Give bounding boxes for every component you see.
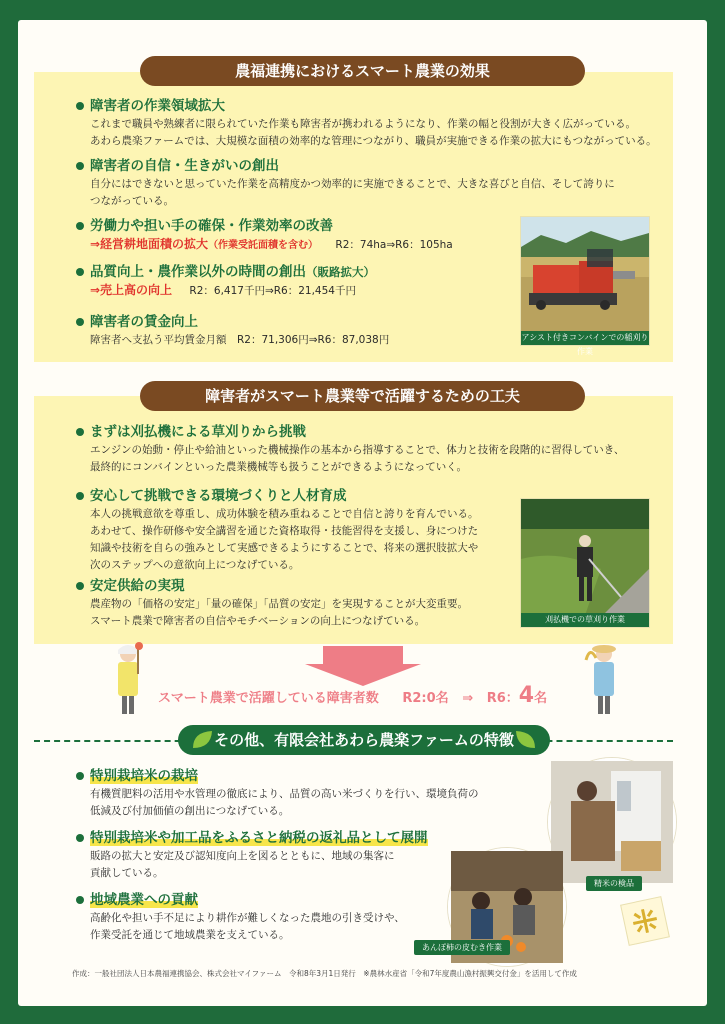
s3-item-3-heading <box>76 890 405 910</box>
s2-item-3-line1: 農産物の「価格の安定」「量の確保」「品質の安定」を実現することが大変重要。 <box>90 598 468 610</box>
s3-item-2-heading-text: 特別栽培米や加工品をふるさと納税の返礼品として展開 <box>90 830 428 846</box>
s1-item-3-result-value: R2：74ha⇒R6：105ha <box>335 239 453 251</box>
s2-item-2-line3: 知識や技術を自らの強みとして実感できるようにすることで、将来の選択肢拡大や <box>90 542 479 554</box>
s3-item-1-heading <box>76 766 479 786</box>
s2-item-2-line1: 本人の挑戦意欲を尊重し、成功体験を積み重ねることで自信と誇りを育んでいる。 <box>90 508 479 520</box>
s3-item-3-heading-text: 地域農業への貢献 <box>90 892 198 908</box>
s1-item-2-line1: 自分にはできないと思っていた作業を高精度かつ効率的に実施できることで、大きな喜びと自信、そして誇りに <box>90 178 615 190</box>
s1-item-2 <box>76 156 615 210</box>
s3-item-3-line1: 高齢化や担い手不足により耕作が難しくなった農地の引き受けや、 <box>90 912 405 924</box>
leaf-icon <box>512 728 538 752</box>
s1-item-4-heading <box>76 262 375 282</box>
grass-cutting-image <box>521 499 649 627</box>
rice-inspection-photo <box>548 758 676 886</box>
s2-item-3 <box>76 576 468 630</box>
s1-item-3 <box>76 216 453 254</box>
s1-item-1 <box>76 96 657 150</box>
footer-credit: 作成：一般社団法人日本農福連携協会、株式会社マイファーム 令和8年3月1日発行 ※農林水産省「令和7年度農山漁村振興交付金」を活用して作成 <box>72 969 577 978</box>
result-bar <box>158 683 547 708</box>
s1-item-2-line2: つながっている。 <box>90 195 174 207</box>
s2-item-1-heading: まずは刈払機による草刈りから挑戦 <box>76 422 624 442</box>
s3-item-1 <box>76 766 479 820</box>
section2-title: 障害者がスマート農業等で活躍するための工夫 <box>140 381 585 411</box>
result-r2: R2:0名 <box>402 691 449 706</box>
result-r6-value: 4 <box>518 683 535 708</box>
section1-title: 農福連携におけるスマート農業の効果 <box>140 56 585 86</box>
combine-harvester-photo <box>520 216 650 356</box>
grass-photo-caption: 刈払機での草刈り作業 <box>521 613 649 627</box>
result-r6-unit: 名 <box>534 691 548 706</box>
s1-item-4-heading-sub: （販路拡大） <box>306 265 375 279</box>
s1-item-3-result <box>76 236 453 254</box>
down-arrow-icon <box>305 646 421 686</box>
s3-item-1-line2: 低減及び付加価値の創出につなげている。 <box>90 805 290 817</box>
s3-item-2-heading <box>76 828 428 848</box>
s2-item-2-heading: 安心して挑戦できる環境づくりと人材育成 <box>76 486 479 506</box>
result-r6-prefix: R6： <box>486 691 519 706</box>
combine-harvester-image <box>521 217 649 356</box>
s1-item-4-heading-text: 品質向上・農作業以外の時間の創出 <box>90 264 306 280</box>
s1-item-5-line: 障害者へ支払う平均賃金月額 R2：71,306円⇒R6：87,038円 <box>90 334 390 346</box>
s2-item-1-line2: 最終的にコンバインといった農業機械等も扱うことができるようになっていく。 <box>90 461 468 473</box>
rice-sticker <box>620 896 670 946</box>
rice-inspection-caption: 精米の検品 <box>586 876 642 891</box>
s1-item-1-heading: 障害者の作業領域拡大 <box>76 96 657 116</box>
s3-item-2 <box>76 828 428 882</box>
s3-item-2-line1: 販路の拡大と安定及び認知度向上を図るとともに、地域の集客に <box>90 850 395 862</box>
s1-item-2-heading: 障害者の自信・生きがいの創出 <box>76 156 615 176</box>
result-arrow: ⇒ <box>462 691 474 706</box>
s3-item-2-line2: 貢献している。 <box>90 867 164 879</box>
s2-item-2-line2: あわせて、操作研修や安全講習を通じた資格取得・技能習得を支援し、身につけた <box>90 525 479 537</box>
s1-item-1-line2: あわら農楽ファームでは、大規模な面積の効率的な管理につながり、職員が実施できる作業の拡大にもつながっている。 <box>90 135 657 147</box>
s1-item-3-result-label: ⇒経営耕地面積の拡大 <box>90 237 209 251</box>
s2-item-2-line4: 次のステップへの意欲向上につなげている。 <box>90 559 300 571</box>
result-label: スマート農業で活躍している障害者数 <box>158 691 379 706</box>
s1-item-3-heading: 労働力や担い手の確保・作業効率の改善 <box>76 216 453 236</box>
s2-item-2 <box>76 486 479 574</box>
s3-item-1-line1: 有機質肥料の活用や水管理の徹底により、品質の高い米づくりを行い、環境負荷の <box>90 788 479 800</box>
s3-item-3 <box>76 890 405 944</box>
s2-item-1 <box>76 422 624 476</box>
grass-cutting-photo <box>520 498 650 628</box>
s1-item-4-result <box>76 282 375 300</box>
s2-item-3-line2: スマート農業で障害者の自信やモチベーションの向上につなげている。 <box>90 615 426 627</box>
section3-title: その他、有限会社あわら農楽ファームの特徴 <box>178 725 550 755</box>
s1-item-5-heading: 障害者の賃金向上 <box>76 312 389 332</box>
s1-item-4 <box>76 262 375 300</box>
s1-item-4-result-value: R2：6,417千円⇒R6：21,454千円 <box>189 285 356 297</box>
s2-item-3-heading: 安定供給の実現 <box>76 576 468 596</box>
leaf-icon <box>190 728 216 752</box>
rice-grain-icon <box>621 897 668 944</box>
s1-item-4-result-label: ⇒売上高の向上 <box>90 283 173 297</box>
rice-inspection-image <box>551 761 673 883</box>
s3-item-1-heading-text: 特別栽培米の栽培 <box>90 768 198 784</box>
s1-item-3-result-note: （作業受託面積を含む） <box>208 240 319 251</box>
combine-photo-caption: アシスト付きコンバインでの稲刈り作業 <box>521 333 649 356</box>
persimmon-peeling-caption: あんぽ柿の皮むき作業 <box>414 940 510 955</box>
farmer-illustration-right <box>584 640 624 720</box>
s1-item-1-line1: これまで職員や熟練者に限られていた作業も障害者が携われるようになり、作業の幅と役割が大きく広がっている。 <box>90 118 636 130</box>
s2-item-1-line1: エンジンの始動・停止や給油といった機械操作の基本から指導することで、体力と技術を段階的に習得していき、 <box>90 444 625 456</box>
farmer-illustration-left <box>108 640 148 720</box>
s1-item-5 <box>76 312 389 349</box>
s3-item-3-line2: 作業受託を通じて地域農業を支えている。 <box>90 929 290 941</box>
